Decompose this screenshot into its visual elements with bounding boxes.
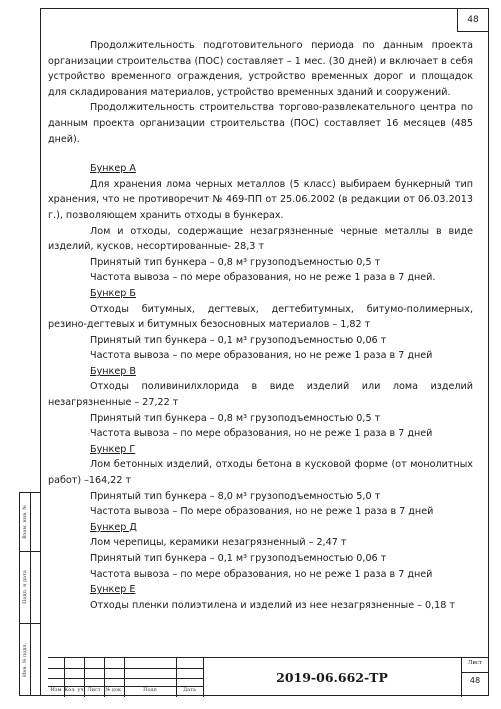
col-header-list: Лист bbox=[87, 687, 101, 693]
paragraph: Принятый тип бункера – 0,1 м³ грузоподъемностью 0,06 т bbox=[90, 334, 387, 346]
paragraph: Частота вывоза – По мере образования, но не реже 1 раза в 7 дней bbox=[90, 506, 434, 518]
col-header-signature: Подп bbox=[143, 687, 157, 693]
section-heading: Бункер Е bbox=[90, 584, 136, 596]
paragraph: Принятый тип бункера – 8,0 м³ грузоподъемностью 5,0 т bbox=[90, 490, 381, 502]
page-number: 48 bbox=[457, 9, 488, 32]
side-strip-divider bbox=[30, 493, 31, 695]
title-block-row-line bbox=[48, 668, 203, 669]
side-label-inv-sub: Взам. инв. № bbox=[22, 505, 28, 539]
title-block-row-line bbox=[48, 678, 203, 679]
paragraph: Отходы битумных, дегтевых, дегтебитумных, битумо-полимерных, резино-дегтевых и битумных безосновных материалов – 1,82 т bbox=[48, 303, 473, 331]
sheet-label: Лист bbox=[467, 660, 483, 666]
paragraph: Частота вывоза – по мере образования, но не реже 1 раза в 7 дней. bbox=[90, 272, 436, 284]
paragraph: Продолжительность подготовительного периода по данным проекта организации строительства (ПОС) составляет – 1 мес. (30 дней) и включает в себя устройство временного ограждения, устройство временных дорог и площадок для складирования материалов, устройство временных зданий и сооружений. bbox=[48, 40, 473, 98]
section-heading: Бункер Д bbox=[90, 521, 137, 533]
section-heading: Бункер Б bbox=[90, 287, 136, 299]
col-header-date: Дата bbox=[183, 687, 196, 693]
col-header-izm: Изм bbox=[50, 687, 62, 693]
paragraph: Частота вывоза – по мере образования, но не реже 1 раза в 7 дней bbox=[90, 428, 433, 440]
sheet-cell-divider bbox=[461, 672, 489, 673]
section-heading: Бункер В bbox=[90, 365, 136, 377]
side-stamp-strip bbox=[19, 492, 40, 696]
col-header-doc-no: № док. bbox=[105, 687, 123, 693]
paragraph: Лом и отходы, содержащие незагрязненные черные металлы в виде изделий, кусков, несортированные- 28,3 т bbox=[48, 225, 473, 253]
paragraph: Отходы поливинилхлорида в виде изделий или лома изделий незагрязненные – 27,22 т bbox=[48, 381, 473, 409]
paragraph: Для хранения лома черных металлов (5 класс) выбираем бункерный тип хранения, что не противоречит № 469-ПП от 25.06.2002 (в редакции от 06.03.2013 г.), позволяющем хранить отходы в бункерах. bbox=[48, 178, 473, 221]
section-heading: Бункер Г bbox=[90, 443, 136, 455]
paragraph: Принятый тип бункера – 0,8 м³ грузоподъемностью 0,5 т bbox=[90, 256, 381, 268]
paragraph: Принятый тип бункера – 0,8 м³ грузоподъемностью 0,5 т bbox=[90, 412, 381, 424]
paragraph-spacer bbox=[48, 147, 473, 161]
section-heading: Бункер А bbox=[90, 163, 136, 175]
title-block bbox=[48, 657, 489, 697]
col-header-kol-uch: Кол. уч bbox=[64, 687, 84, 693]
document-code: 2019-06.662-ТР bbox=[276, 670, 388, 685]
sheet-number: 48 bbox=[469, 676, 481, 685]
paragraph: Частота вывоза – по мере образования, но не реже 1 раза в 7 дней bbox=[90, 350, 433, 362]
document-body bbox=[48, 38, 473, 613]
paragraph: Принятый тип бункера – 0,1 м³ грузоподъемностью 0,06 т bbox=[90, 553, 387, 564]
side-label-signature: Подп. и дата bbox=[22, 570, 28, 604]
paragraph: Продолжительность строительства торгово-развлекательного центра по данным проекта организации строительства (ПОС) составляет 16 месяцев (485 дней). bbox=[48, 102, 473, 145]
paragraph: Лом черепицы, керамики незагрязненный – 2,47 т bbox=[90, 537, 347, 549]
paragraph: Лом бетонных изделий, отходы бетона в кусковой форме (от монолитных работ) –164,22 т bbox=[48, 459, 473, 487]
paragraph: Частота вывоза – по мере образования, но не реже 1 раза в 7 дней bbox=[90, 568, 433, 580]
side-label-inv-orig: Инв. № подл. bbox=[22, 642, 28, 678]
paragraph: Отходы пленки полиэтилена и изделий из нее незагрязненные – 0,18 т bbox=[90, 599, 456, 611]
